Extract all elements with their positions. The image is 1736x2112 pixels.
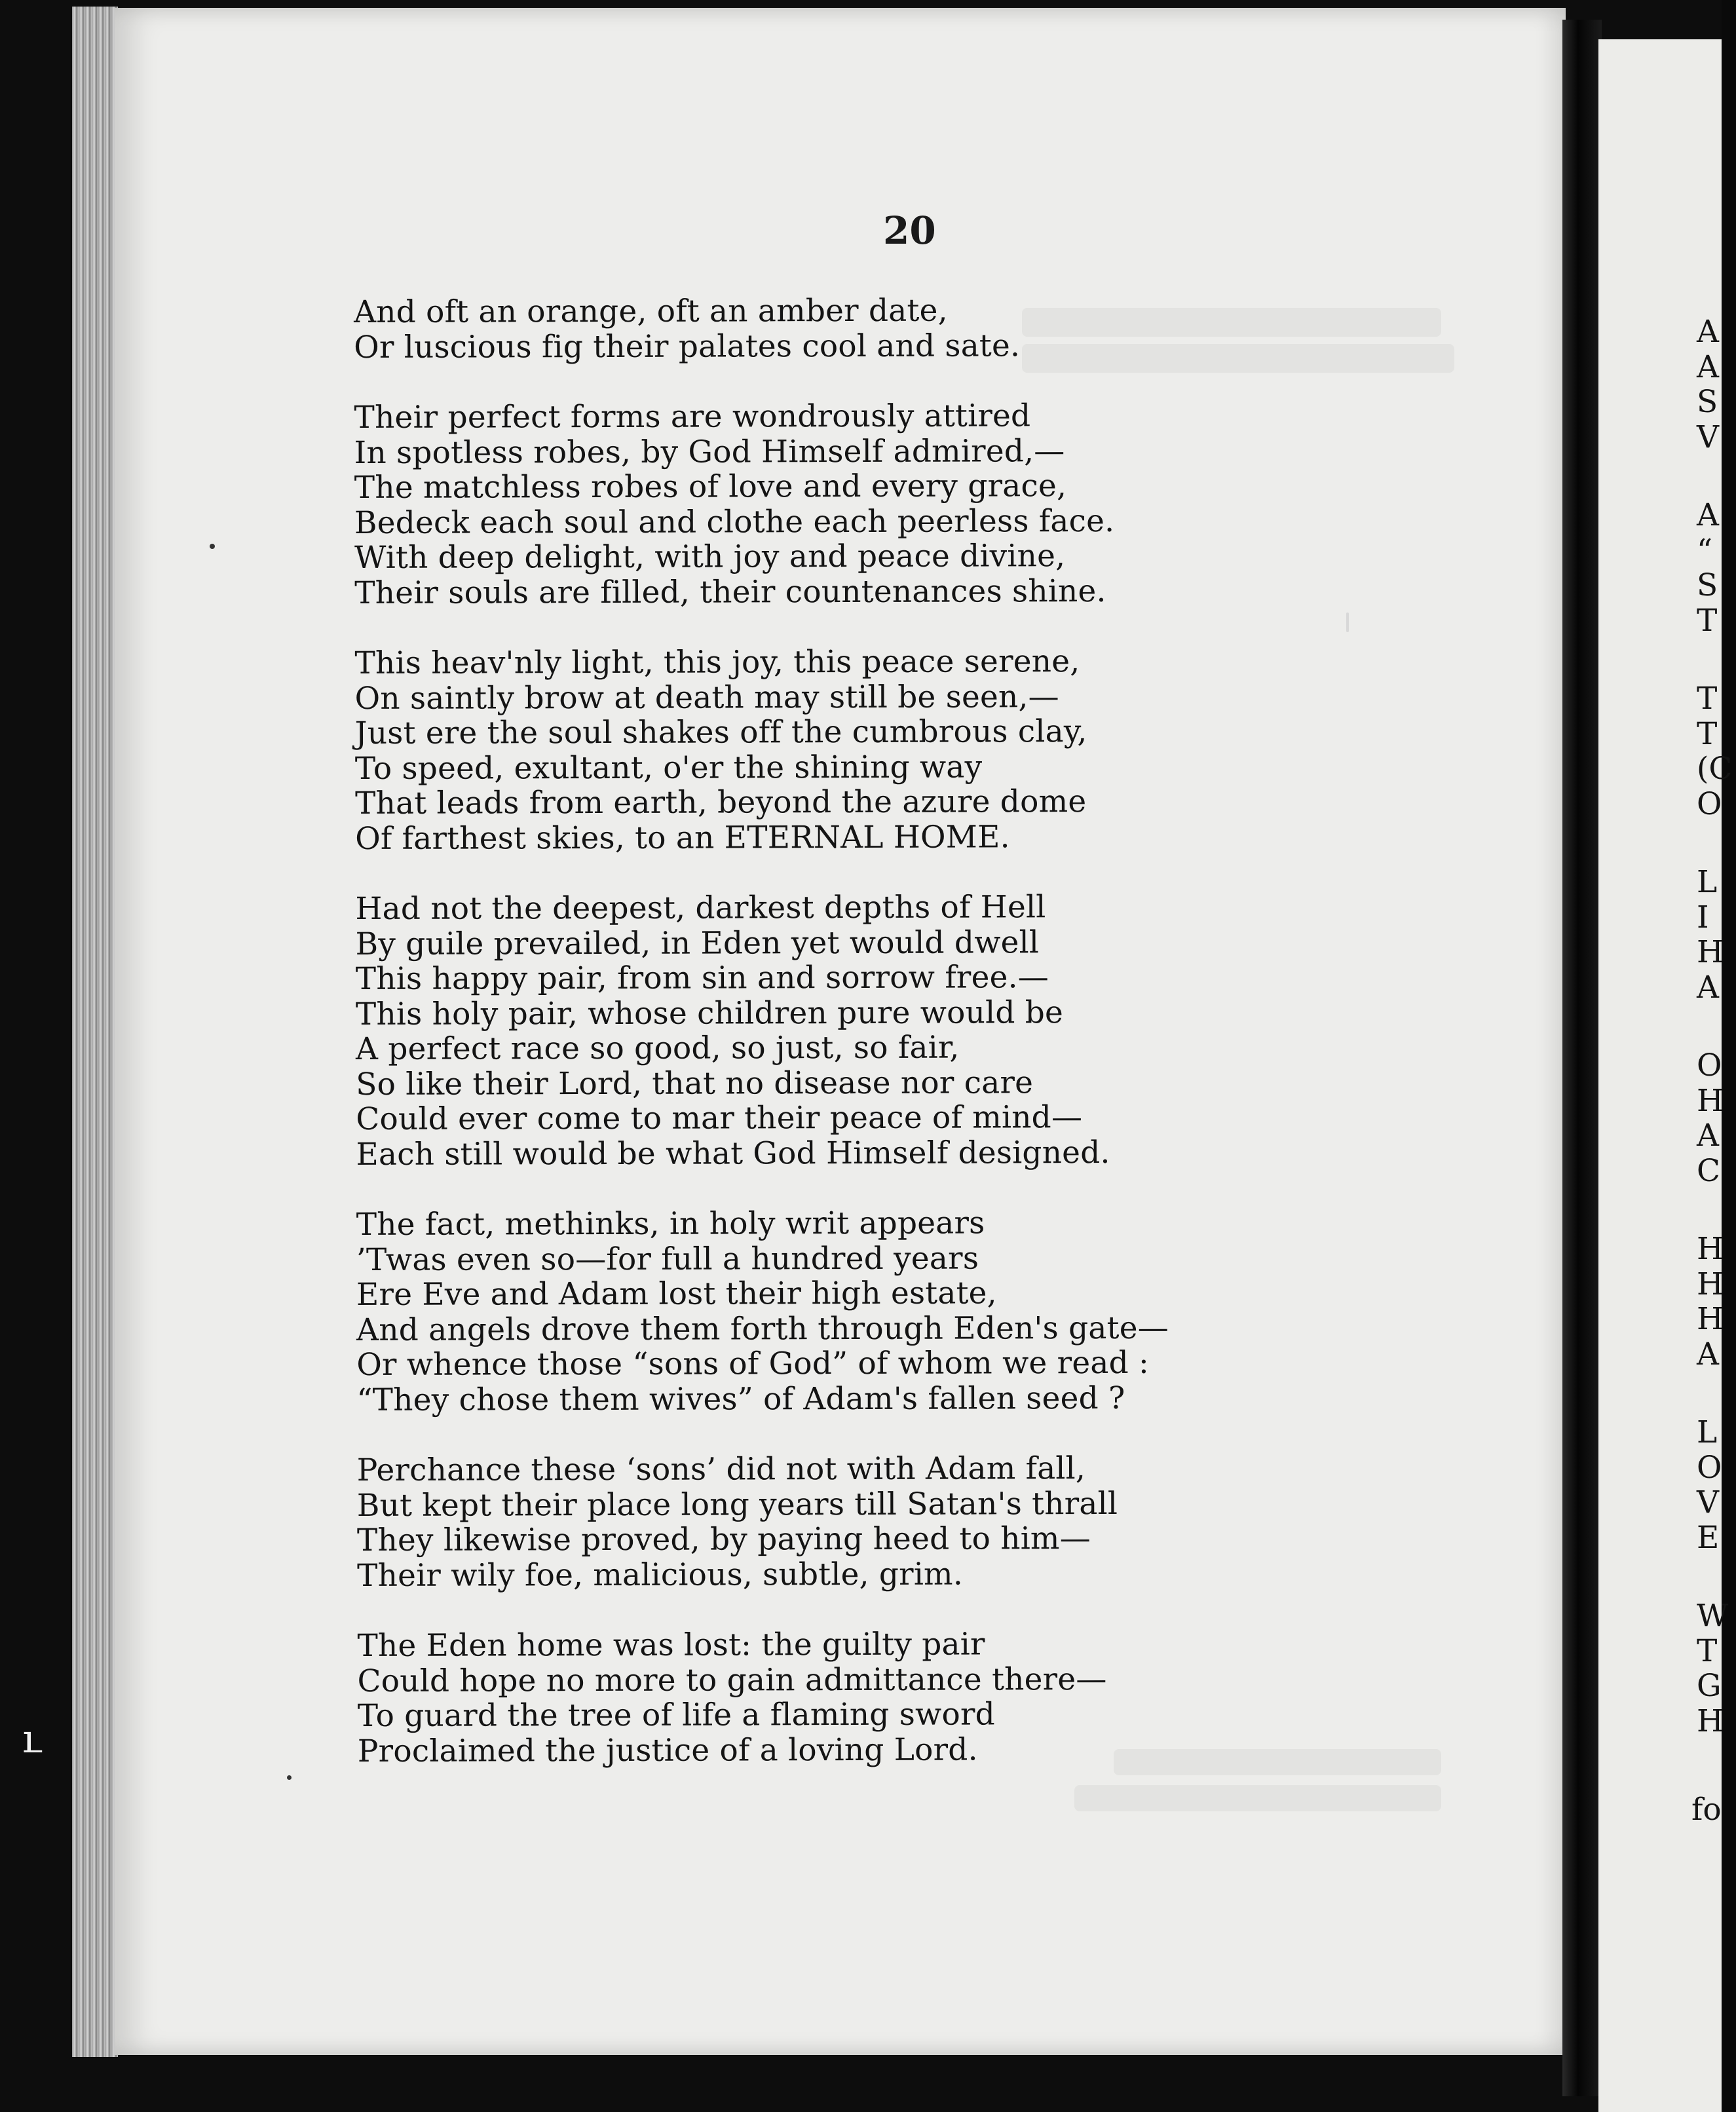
- facing-page-letter: H: [1697, 1082, 1724, 1119]
- facing-page-letter: S: [1697, 384, 1718, 420]
- poem-line: Ere Eve and Adam lost their high estate,: [356, 1275, 997, 1313]
- facing-page-letter: O: [1697, 1449, 1722, 1486]
- facing-page-letter: E: [1697, 1519, 1720, 1556]
- poem-line: Or luscious fig their palates cool and sate.: [354, 327, 1021, 366]
- facing-page-letter: S: [1697, 567, 1718, 603]
- facing-page-stanza: [1697, 865, 1736, 1005]
- facing-page-letter: L: [1697, 1414, 1718, 1450]
- poem-line: ’Twas even so—for full a hundred years: [356, 1240, 979, 1278]
- stanza: [354, 398, 1324, 611]
- stanza: [356, 1205, 1327, 1418]
- facing-page-letter: H: [1697, 1231, 1724, 1267]
- facing-page-letter: V: [1697, 419, 1719, 455]
- scan-speck: [287, 1775, 292, 1780]
- poem-line: This heav'nly light, this joy, this peace serene,: [354, 643, 1080, 681]
- poem-line: So like their Lord, that no disease nor care: [356, 1064, 1034, 1103]
- facing-page-letter: I: [1697, 899, 1709, 935]
- poem-line: A perfect race so good, so just, so fair,: [355, 1029, 960, 1067]
- facing-page-letter: G: [1697, 1668, 1722, 1704]
- facing-page-letter: (C: [1697, 751, 1733, 787]
- poem-line: Or whence those “sons of God” of whom we read :: [356, 1344, 1150, 1383]
- poem-line: On saintly brow at death may still be seen,—: [354, 678, 1059, 717]
- facing-page-letter: T: [1697, 602, 1718, 639]
- poem-line: With deep delight, with joy and peace divine,: [354, 538, 1066, 576]
- poem-line: They likewise proved, by paying heed to him—: [356, 1520, 1091, 1558]
- poem-line: Proclaimed the justice of a loving Lord.: [357, 1731, 978, 1769]
- poem-line: Perchance these ‘sons’ did not with Adam fall,: [356, 1450, 1086, 1488]
- poem-line: To guard the tree of life a flaming sword: [357, 1696, 995, 1734]
- poem-line: Just ere the soul shakes off the cumbrous clay,: [354, 713, 1087, 751]
- facing-page-text: [1697, 314, 1736, 1782]
- book-page-edges: [72, 7, 118, 2057]
- poem-line: And angels drove them forth through Eden's gate—: [356, 1310, 1169, 1348]
- poem-line: Had not the deepest, darkest depths of Hell: [355, 889, 1046, 927]
- poem-line: Of farthest skies, to an ETERNAL HOME.: [355, 818, 1010, 857]
- page-number: 20: [883, 208, 936, 253]
- poem-line: Bedeck each soul and clothe each peerless face.: [354, 502, 1115, 541]
- stanza: [354, 292, 1323, 365]
- poem-line: Each still would be what God Himself designed.: [356, 1134, 1110, 1173]
- facing-page-stanza: [1697, 498, 1736, 638]
- poem-line: The matchless robes of love and every grace,: [354, 468, 1067, 506]
- stanza: [357, 1450, 1327, 1593]
- poem-line: This happy pair, from sin and sorrow free.—: [355, 959, 1049, 997]
- poem-line: And oft an orange, oft an amber date,: [353, 292, 948, 330]
- poem-line: This holy pair, whose children pure would be: [355, 994, 1064, 1032]
- facing-page-letter: T: [1697, 1632, 1718, 1669]
- poem-line: Their wily foe, malicious, subtle, grim.: [357, 1556, 963, 1594]
- poem-line: The Eden home was lost: the guilty pair: [357, 1626, 985, 1664]
- facing-page-letter: L: [1697, 864, 1718, 900]
- facing-page-stanza: [1697, 314, 1736, 455]
- facing-page-letter: A: [1697, 969, 1719, 1006]
- facing-page-letter: O: [1697, 785, 1722, 822]
- facing-page-letter: H: [1697, 1301, 1724, 1337]
- facing-page-letter: A: [1697, 349, 1719, 385]
- poem-body: [354, 292, 1327, 1804]
- poem-line: That leads from earth, beyond the azure dome: [354, 783, 1087, 821]
- facing-page-letter: C: [1697, 1152, 1720, 1189]
- stanza: [357, 1626, 1327, 1769]
- facing-page-letter: H: [1697, 1703, 1724, 1739]
- poem-line: Their souls are filled, their countenances shine.: [354, 573, 1106, 611]
- facing-page-letter: “: [1697, 532, 1713, 569]
- poem-line: But kept their place long years till Satan's thrall: [356, 1485, 1118, 1524]
- facing-page-letter: V: [1697, 1484, 1719, 1520]
- facing-page-letter: A: [1697, 1336, 1719, 1372]
- poem-line: Could hope no more to gain admittance there—: [357, 1661, 1107, 1699]
- stanza: [354, 643, 1325, 856]
- facing-page-stanza: [1697, 1598, 1736, 1739]
- facing-page-letter: H: [1697, 1266, 1724, 1302]
- poem-line: By guile prevailed, in Eden yet would dwell: [355, 924, 1040, 962]
- facing-page-letter: H: [1697, 934, 1724, 970]
- facing-page-footer-fragment: fo: [1691, 1792, 1722, 1828]
- facing-page-letter: T: [1697, 715, 1718, 752]
- facing-page-letter: O: [1697, 1047, 1722, 1084]
- facing-page-stanza: [1697, 681, 1736, 821]
- poem-line: The fact, methinks, in holy writ appears: [356, 1205, 985, 1243]
- scan-speck: [1346, 613, 1349, 632]
- book-gutter: [1562, 20, 1602, 2096]
- poem-line: Could ever come to mar their peace of mind—: [356, 1099, 1083, 1137]
- poem-line: “They chose them wives” of Adam's fallen seed ?: [356, 1380, 1125, 1418]
- facing-page-letter: T: [1697, 681, 1718, 717]
- facing-page-stanza: [1697, 1048, 1736, 1188]
- facing-page-letter: A: [1697, 1118, 1719, 1154]
- poem-line: In spotless robes, by God Himself admired,—: [354, 432, 1065, 471]
- scan-speck: [210, 544, 215, 549]
- facing-page-stanza: [1697, 1232, 1736, 1372]
- facing-page-letter: W: [1697, 1598, 1729, 1634]
- margin-mark: ւ: [22, 1716, 42, 1762]
- facing-page-stanza: [1697, 1415, 1736, 1555]
- poem-line: To speed, exultant, o'er the shining way: [354, 748, 983, 787]
- stanza: [355, 889, 1325, 1172]
- facing-page-letter: A: [1697, 497, 1719, 533]
- poem-line: Their perfect forms are wondrously attired: [354, 398, 1031, 436]
- facing-page-letter: A: [1697, 314, 1719, 350]
